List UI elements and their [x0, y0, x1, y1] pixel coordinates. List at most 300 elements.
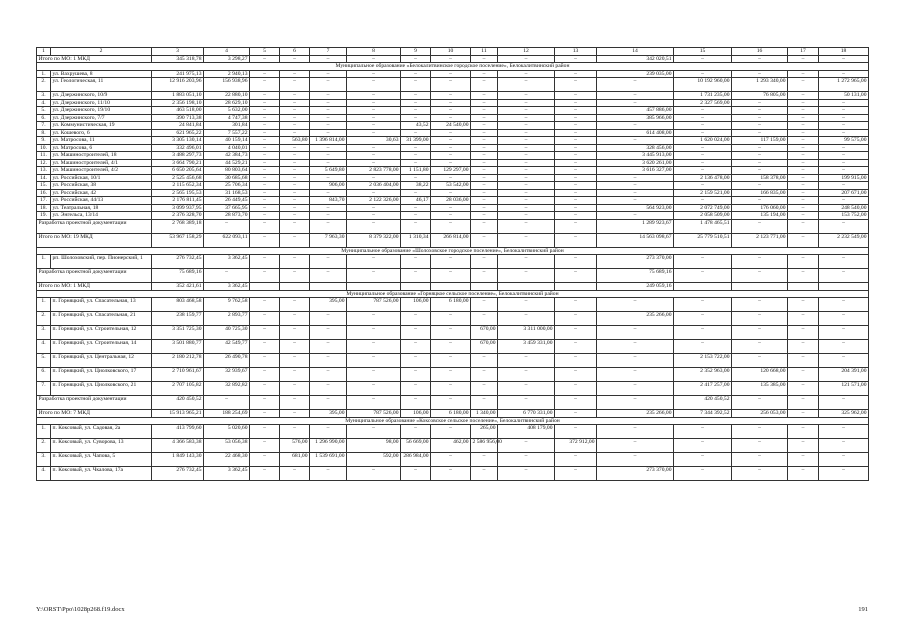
value-cell: 26 449,45: [204, 197, 250, 205]
value-cell: 265,00: [471, 425, 498, 439]
value-cell: –: [498, 182, 555, 190]
value-cell: –: [555, 204, 597, 212]
value-cell: –: [310, 212, 347, 220]
value-cell: –: [819, 167, 869, 175]
value-cell: –: [250, 99, 280, 107]
value-cell: –: [280, 197, 310, 205]
value-cell: 22 468,30: [204, 453, 250, 467]
value-cell: 1 151,80: [401, 167, 431, 175]
value-cell: –: [819, 425, 869, 439]
value-cell: 787 526,00: [347, 298, 401, 312]
address-cell: ул. Дзержинского, 10/9: [51, 92, 152, 100]
value-cell: –: [431, 174, 471, 182]
value-cell: 256 053,00: [732, 410, 788, 418]
value-cell: –: [280, 174, 310, 182]
value-cell: –: [310, 396, 347, 410]
value-cell: –: [347, 152, 401, 160]
value-cell: 670,00: [471, 340, 498, 354]
row-number: 13.: [37, 167, 51, 175]
value-cell: –: [555, 396, 597, 410]
value-cell: 40 725,30: [204, 326, 250, 340]
value-cell: 30 685,68: [204, 174, 250, 182]
value-cell: 3 351 725,30: [152, 326, 204, 340]
value-cell: –: [788, 189, 819, 197]
footer-file-path: Y:\ORST\Ppo\1028p268.f19.docx: [36, 606, 125, 613]
value-cell: –: [555, 167, 597, 175]
table-row: [37, 92, 869, 100]
value-cell: 325 962,00: [819, 410, 869, 418]
value-cell: –: [788, 144, 819, 152]
value-cell: –: [555, 410, 597, 418]
section-heading-row: [37, 290, 869, 298]
column-number: 4: [204, 48, 250, 56]
address-cell: п. Горняцкий, ул. Циолковского, 17: [51, 368, 152, 382]
table-row: [37, 55, 869, 63]
value-cell: 614 408,00: [597, 129, 674, 137]
table-row: [37, 219, 869, 233]
value-cell: –: [788, 467, 819, 481]
value-cell: –: [471, 312, 498, 326]
value-cell: –: [431, 269, 471, 283]
value-cell: 2 525 456,68: [152, 174, 204, 182]
value-cell: 408 179,00: [498, 425, 555, 439]
value-cell: –: [555, 298, 597, 312]
value-cell: –: [732, 197, 788, 205]
value-cell: –: [674, 255, 732, 269]
row-number: 9.: [37, 137, 51, 145]
value-cell: –: [555, 114, 597, 122]
table-row: [37, 144, 869, 152]
value-cell: 22 880,10: [204, 92, 250, 100]
value-cell: 2 072 749,00: [674, 204, 732, 212]
value-cell: –: [555, 340, 597, 354]
value-cell: –: [280, 354, 310, 368]
value-cell: –: [471, 189, 498, 197]
value-cell: 53 542,00: [431, 182, 471, 190]
value-cell: 3 298,27: [204, 55, 250, 63]
value-cell: 207 671,00: [819, 189, 869, 197]
table-row: [37, 99, 869, 107]
value-cell: –: [498, 396, 555, 410]
value-cell: –: [555, 55, 597, 63]
value-cell: –: [555, 425, 597, 439]
column-number: 9: [401, 48, 431, 56]
value-cell: –: [250, 425, 280, 439]
value-cell: 204 391,00: [819, 368, 869, 382]
value-cell: –: [401, 204, 431, 212]
value-cell: –: [347, 212, 401, 220]
value-cell: 276 732,45: [152, 467, 204, 481]
value-cell: –: [788, 326, 819, 340]
value-cell: –: [788, 92, 819, 100]
value-cell: –: [597, 396, 674, 410]
value-cell: –: [401, 114, 431, 122]
value-cell: 6 180,00: [431, 298, 471, 312]
value-cell: –: [250, 233, 280, 247]
value-cell: –: [819, 144, 869, 152]
value-cell: –: [471, 197, 498, 205]
value-cell: –: [250, 312, 280, 326]
value-cell: –: [280, 122, 310, 130]
row-number: 1.: [37, 255, 51, 269]
value-cell: –: [310, 99, 347, 107]
value-cell: –: [280, 467, 310, 481]
value-cell: –: [250, 396, 280, 410]
value-cell: –: [431, 55, 471, 63]
table-row: [37, 212, 869, 220]
value-cell: –: [401, 55, 431, 63]
value-cell: –: [310, 92, 347, 100]
value-cell: 135 385,00: [732, 382, 788, 396]
table-row: [37, 410, 869, 418]
value-cell: –: [310, 70, 347, 78]
value-cell: –: [555, 354, 597, 368]
value-cell: –: [347, 425, 401, 439]
value-cell: –: [732, 129, 788, 137]
address-cell: ул. Коммунистическая, 19: [51, 122, 152, 130]
value-cell: –: [471, 204, 498, 212]
value-cell: –: [347, 78, 401, 92]
table-row: [37, 174, 869, 182]
address-cell: ул. Машиностроителей, 4/1: [51, 159, 152, 167]
value-cell: –: [471, 396, 498, 410]
address-cell: ул. Геологическая, 11: [51, 78, 152, 92]
value-cell: –: [471, 114, 498, 122]
value-cell: –: [347, 107, 401, 115]
value-cell: –: [280, 340, 310, 354]
value-cell: –: [431, 92, 471, 100]
value-cell: –: [280, 255, 310, 269]
value-cell: –: [788, 212, 819, 220]
value-cell: –: [555, 212, 597, 220]
value-cell: –: [555, 453, 597, 467]
value-cell: 2 159 521,00: [674, 189, 732, 197]
value-cell: –: [310, 189, 347, 197]
value-cell: 906,00: [310, 182, 347, 190]
value-cell: –: [788, 78, 819, 92]
value-cell: –: [401, 189, 431, 197]
value-cell: 56 669,00: [401, 439, 431, 453]
value-cell: –: [250, 114, 280, 122]
value-cell: –: [597, 439, 674, 453]
value-cell: –: [347, 159, 401, 167]
value-cell: –: [401, 99, 431, 107]
value-cell: –: [310, 129, 347, 137]
value-cell: –: [674, 70, 732, 78]
row-number: 18.: [37, 204, 51, 212]
value-cell: –: [250, 368, 280, 382]
value-cell: –: [498, 144, 555, 152]
value-cell: –: [310, 354, 347, 368]
value-cell: –: [471, 453, 498, 467]
section-heading-row: [37, 247, 869, 255]
value-cell: [280, 283, 310, 291]
value-cell: –: [732, 340, 788, 354]
value-cell: –: [498, 439, 555, 453]
value-cell: –: [498, 453, 555, 467]
value-cell: –: [674, 269, 732, 283]
value-cell: –: [431, 144, 471, 152]
address-cell: ул. Машиностроителей, 18: [51, 152, 152, 160]
value-cell: [471, 283, 498, 291]
address-cell: п. Коксовый, ул. Чкалова, 17а: [51, 467, 152, 481]
value-cell: 592,00: [347, 453, 401, 467]
value-cell: –: [555, 467, 597, 481]
value-cell: 6 770 331,00: [498, 410, 555, 418]
value-cell: 28 036,00: [431, 197, 471, 205]
value-cell: 3 445 913,00: [597, 152, 674, 160]
value-cell: 576,00: [280, 439, 310, 453]
value-cell: 32 892,82: [204, 382, 250, 396]
value-cell: –: [347, 354, 401, 368]
value-cell: –: [555, 326, 597, 340]
value-cell: –: [732, 122, 788, 130]
value-cell: –: [310, 107, 347, 115]
value-cell: 3 362,45: [204, 467, 250, 481]
value-cell: –: [280, 129, 310, 137]
value-cell: –: [819, 453, 869, 467]
value-cell: –: [471, 298, 498, 312]
value-cell: –: [597, 298, 674, 312]
value-cell: 372 912,00: [555, 439, 597, 453]
address-cell: ул. Российская, 38: [51, 182, 152, 190]
row-number: 17.: [37, 197, 51, 205]
value-cell: 14 563 098,67: [597, 233, 674, 247]
column-number: 10: [431, 48, 471, 56]
value-cell: 135 194,00: [732, 212, 788, 220]
value-cell: –: [732, 152, 788, 160]
value-cell: –: [498, 107, 555, 115]
value-cell: –: [347, 204, 401, 212]
value-cell: –: [204, 219, 250, 233]
value-cell: 239 035,00: [597, 70, 674, 78]
value-cell: –: [401, 354, 431, 368]
value-cell: –: [732, 255, 788, 269]
value-cell: 31 168,53: [204, 189, 250, 197]
value-cell: [819, 283, 869, 291]
value-cell: –: [250, 122, 280, 130]
table-row: [37, 137, 869, 145]
table-row: [37, 204, 869, 212]
value-cell: –: [310, 382, 347, 396]
row-number: 10.: [37, 144, 51, 152]
value-cell: –: [471, 144, 498, 152]
value-cell: 248 540,00: [819, 204, 869, 212]
row-number: 1.: [37, 298, 51, 312]
value-cell: 32 939,67: [204, 368, 250, 382]
section-heading-row: [37, 417, 869, 425]
value-cell: 2 327 569,00: [674, 99, 732, 107]
address-cell: ул. Энгельса, 13/14: [51, 212, 152, 220]
value-cell: –: [431, 340, 471, 354]
value-cell: –: [310, 219, 347, 233]
value-cell: –: [788, 197, 819, 205]
value-cell: 276 732,45: [152, 255, 204, 269]
value-cell: 2 352 963,00: [674, 368, 732, 382]
value-cell: 564 923,00: [597, 204, 674, 212]
value-cell: –: [347, 255, 401, 269]
value-cell: –: [732, 298, 788, 312]
column-number: 15: [674, 48, 732, 56]
value-cell: –: [498, 354, 555, 368]
value-cell: –: [819, 312, 869, 326]
value-cell: –: [674, 182, 732, 190]
value-cell: –: [280, 92, 310, 100]
column-number: 12: [498, 48, 555, 56]
value-cell: 3 305 130,14: [152, 137, 204, 145]
value-cell: –: [250, 453, 280, 467]
table-row: [37, 182, 869, 190]
value-cell: –: [471, 233, 498, 247]
value-cell: 166 835,00: [732, 189, 788, 197]
value-cell: –: [555, 368, 597, 382]
value-cell: –: [280, 219, 310, 233]
address-cell: ул. Кошевого, 6: [51, 129, 152, 137]
value-cell: –: [401, 269, 431, 283]
value-cell: –: [280, 382, 310, 396]
value-cell: –: [819, 298, 869, 312]
value-cell: –: [498, 204, 555, 212]
value-cell: 188 254,69: [204, 410, 250, 418]
table-row: [37, 396, 869, 410]
value-cell: 1 293 340,00: [732, 78, 788, 92]
value-cell: –: [597, 137, 674, 145]
table-row: [37, 122, 869, 130]
value-cell: –: [310, 152, 347, 160]
value-cell: 1 478 465,51: [674, 219, 732, 233]
value-cell: –: [555, 233, 597, 247]
value-cell: 2 115 652,34: [152, 182, 204, 190]
value-cell: 76 805,00: [732, 92, 788, 100]
value-cell: 5 020,60: [204, 425, 250, 439]
value-cell: –: [498, 212, 555, 220]
value-cell: –: [250, 204, 280, 212]
value-cell: 3 362,45: [204, 283, 250, 291]
value-cell: –: [597, 92, 674, 100]
value-cell: –: [280, 233, 310, 247]
table-row: [37, 78, 869, 92]
table-row: [37, 467, 869, 481]
value-cell: –: [431, 453, 471, 467]
address-cell: ул. Вахрушева, 8: [51, 70, 152, 78]
value-cell: 7 344 392,52: [674, 410, 732, 418]
value-cell: –: [280, 144, 310, 152]
value-cell: –: [732, 182, 788, 190]
value-cell: –: [431, 204, 471, 212]
value-cell: 4 366 583,38: [152, 439, 204, 453]
table-row: [37, 70, 869, 78]
value-cell: 1 310,34: [401, 233, 431, 247]
value-cell: –: [250, 467, 280, 481]
value-cell: –: [555, 129, 597, 137]
value-cell: –: [401, 340, 431, 354]
value-cell: –: [347, 122, 401, 130]
value-cell: –: [819, 182, 869, 190]
value-cell: –: [597, 99, 674, 107]
value-cell: 156 938,96: [204, 78, 250, 92]
value-cell: –: [732, 269, 788, 283]
value-cell: –: [788, 233, 819, 247]
value-cell: –: [250, 55, 280, 63]
value-cell: –: [471, 182, 498, 190]
row-number: 7.: [37, 122, 51, 130]
value-cell: –: [347, 382, 401, 396]
value-cell: 2 123 771,00: [732, 233, 788, 247]
row-number: 3.: [37, 92, 51, 100]
value-cell: –: [401, 107, 431, 115]
value-cell: 563,80: [280, 137, 310, 145]
value-cell: –: [250, 107, 280, 115]
value-cell: 2 940,13: [204, 70, 250, 78]
value-cell: 24 841,84: [152, 122, 204, 130]
value-cell: 2 376 328,70: [152, 212, 204, 220]
value-cell: 273 370,00: [597, 467, 674, 481]
table-row: [37, 159, 869, 167]
value-cell: 2 565 195,53: [152, 189, 204, 197]
column-number: 13: [555, 48, 597, 56]
address-cell: ул. Российская, 44/13: [51, 197, 152, 205]
value-cell: –: [250, 255, 280, 269]
value-cell: 26 490,78: [204, 354, 250, 368]
value-cell: –: [498, 55, 555, 63]
value-cell: –: [555, 152, 597, 160]
value-cell: –: [280, 396, 310, 410]
value-cell: 5 632,00: [204, 107, 250, 115]
table-row: [37, 354, 869, 368]
value-cell: 462,00: [431, 439, 471, 453]
value-cell: –: [250, 167, 280, 175]
value-cell: –: [431, 129, 471, 137]
column-number: 1: [37, 48, 51, 56]
value-cell: –: [250, 340, 280, 354]
value-cell: 3 311 000,00: [498, 326, 555, 340]
value-cell: –: [597, 340, 674, 354]
value-cell: –: [555, 107, 597, 115]
value-cell: 235 266,00: [597, 312, 674, 326]
value-cell: –: [732, 167, 788, 175]
value-cell: –: [674, 439, 732, 453]
value-cell: –: [819, 269, 869, 283]
value-cell: –: [280, 312, 310, 326]
address-cell: п. Горняцкий, ул. Строительная, 12: [51, 326, 152, 340]
value-cell: –: [401, 174, 431, 182]
value-cell: 10 192 960,00: [674, 78, 732, 92]
value-cell: –: [555, 174, 597, 182]
value-cell: –: [431, 114, 471, 122]
row-label: Разработка проектной документации: [37, 396, 152, 410]
value-cell: –: [597, 212, 674, 220]
value-cell: –: [674, 159, 732, 167]
value-cell: –: [819, 152, 869, 160]
value-cell: –: [471, 174, 498, 182]
column-number: 16: [732, 48, 788, 56]
value-cell: –: [788, 298, 819, 312]
value-cell: 2 176 811,45: [152, 197, 204, 205]
value-cell: –: [431, 99, 471, 107]
table-row: [37, 107, 869, 115]
value-cell: –: [250, 129, 280, 137]
value-cell: [401, 283, 431, 291]
value-cell: 53 967 158,29: [152, 233, 204, 247]
value-cell: –: [732, 114, 788, 122]
value-cell: 2 153 722,00: [674, 354, 732, 368]
address-cell: п. Горняцкий, ул. Спасательная, 13: [51, 298, 152, 312]
value-cell: –: [555, 382, 597, 396]
value-cell: –: [280, 107, 310, 115]
value-cell: 199 915,00: [819, 174, 869, 182]
value-cell: –: [674, 312, 732, 326]
value-cell: –: [555, 144, 597, 152]
